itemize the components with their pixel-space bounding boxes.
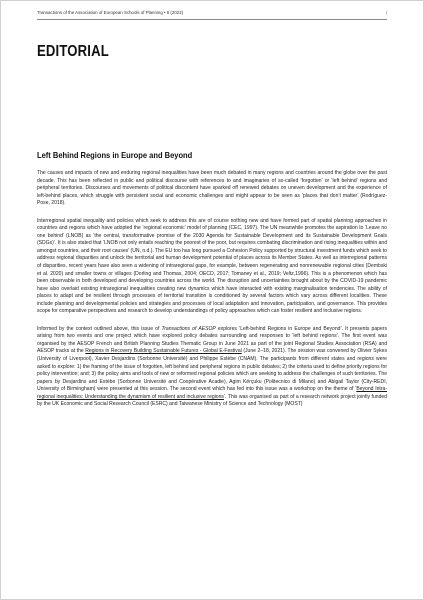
paragraph-2: Interregional spatial inequality and policies which seek to address this are of course nothing new and have formed part of spatial planning approaches in countries and regions which have adopted the ‘regional economic’ model of planning (CEC, 1997). The UN meanwhile promotes the aspiration to ‘Leave no one behind’ (LNOB) as ‘the central, transformative promise of the 2030 Agenda for Sustainable Development and its Sustainable Development Goals (SDGs)’. It is also stated that ‘LNOB not only entails reaching the poorest of the poor, but requires combating discrimination and rising inequalities within and amongst countries, and their root causes’ (UN, n.d.). The EU too has long pursued a Cohesion Policy supported by structural investment funds which seek to address regional disparities and unlock the territorial and human development potential of places across its Member States. As well as interregional patterns of disparities, recent years have also seen a widening of intraregional gaps, for example, between regenerating and nonrenewable regional cities (Dembski et al. 2020) and smaller towns or villages (Dorling and Thomas, 2004; OECD, 2017; Tomaney et al., 2019; Veltz,1996). This is a phenomenon which has been observable in both developed and developing countries across the world. The disruption and uncertainties brought about by the COVID-19 pandemic have also overlaid existing intraregional inequalities creating new dynamics which have interacted with existing marginalisation tendencies. The ability of places to adapt and be resilient through processes of territorial transition is conditioned by several factors which vary across different localities. These include planning and developmental policies and strategies and processes of local adaptation and innovation, participation, and governance. This provides scope for comparative perspectives and research to develop understandings of policy approaches which can foster resilient and inclusive regions.: [37, 217, 387, 315]
paragraph-3-text-b: explores ‘Left-behind Regions in Europe and Beyond’. It presents papers arising from two events and one project which have explored policy debates surrounding and responses to ‘left behind regions’. The first event was organised by the AESOP French and British Planning Studies Thematic Group in June 2021 as part of the joint Regional Studies Association (RSA) and AESOP tracks at the: [37, 325, 387, 355]
paragraph-3-text-a: Informed by the context outlined above, this issue of: [37, 325, 162, 332]
journal-name: Transactions of AESOP: [161, 325, 216, 332]
article-title: Left Behind Regions in Europe and Beyond: [37, 151, 193, 160]
running-head: Transactions of the Association of European Schools of Planning • 6 (2022): [37, 10, 184, 15]
paragraph-3: [37, 326, 387, 409]
header-rule: [37, 19, 387, 20]
section-heading: EDITORIAL: [37, 43, 109, 60]
paragraph-3-text-c: (June 2–18, 2021). The session was convened by Olivier Sykes (University of Liverpool), Xavier Desjardins (Sorbonne Université) and Philippe Estèbe (CNAM). The participants from different states and regions were asked to explore: 1) the framing of the issue of forgotten, left behind and peripheral regions in public debates; 2) the criteria used to define priority regions for policy intervention; and; 3) the policy aims and tools of new or reformed regional policies which are seeking to address the challenges of such territories. The papers by Desjardins and Estèbe (Sorbonne Université and Coopérative Acadie), Agim Kërçuku (Politecnico di Milano) and Abigail Taylor (City-REDI, University of Birmingham) were presented at this session. The second event which has fed into this issue was a workshop on the theme of ‘: [37, 348, 387, 393]
page-number: i: [386, 10, 387, 15]
festival-link[interactable]: Regions in Recovery Building Sustainable Futures - Global E-Festival: [85, 348, 242, 355]
article-body: [37, 151, 387, 419]
paragraph-3-text-d: ’. This was organised as part of a research network project jointly funded by the UK Economic and Social Research Council (ESRC) and Taiwanese Ministry of Science and Technology (MOST): [37, 393, 387, 408]
workshop-link[interactable]: Beyond Intra-regional inequalities: Understanding the dynamism of resilient and inclusive regions: [37, 386, 387, 400]
paragraph-1: The causes and impacts of new and enduring regional inequalities have been much debated in many regions and countries around the globe over the past decade. This has been reflected in public and political discourse with references to and imaginaries of so-called ‘forgotten’ or ‘left behind’ regions and peripheral territories. Discourses and movements of political discontent have sparked off renewed debates on uneven development and the experience of left-behind places, which struggle with persistent social and economic challenges and might appear to be seen as ‘places that don’t matter’ (Rodríguez-Pose, 2018).: [37, 170, 387, 207]
